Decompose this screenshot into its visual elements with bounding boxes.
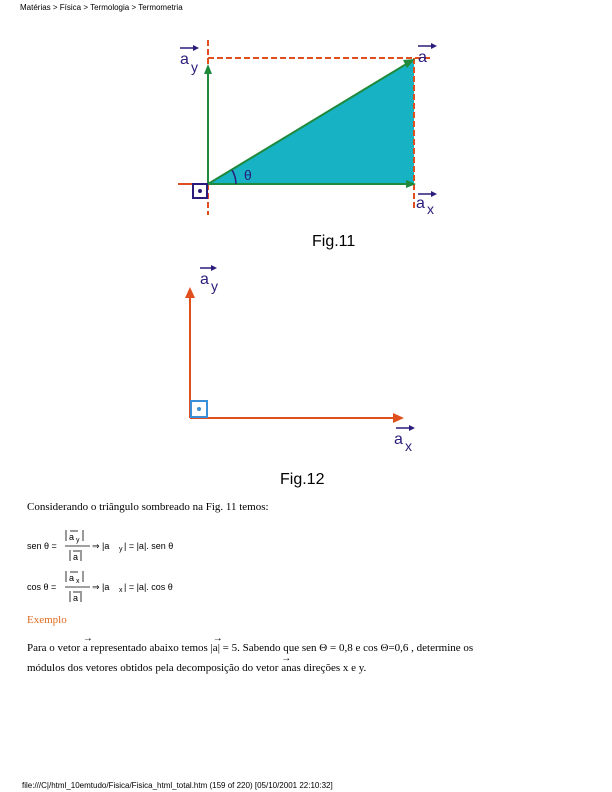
- equation-cos: [27, 571, 173, 603]
- fig12-right-angle-dot: [197, 407, 201, 411]
- vector-a-inline-2: [212, 633, 223, 656]
- eq1-rhs-sub: y: [119, 546, 123, 553]
- eq1-rhs: ⇒ |a: [92, 541, 110, 551]
- ay-label-arrowhead: [193, 45, 199, 51]
- ax-label-arrowhead: [431, 191, 437, 197]
- theta-symbol-2: Θ: [380, 642, 389, 654]
- a-label-arrowhead: [431, 43, 437, 49]
- eq2-num-sub: x: [76, 578, 80, 585]
- eq2-den: a: [73, 593, 79, 603]
- right-angle-dot: [198, 189, 202, 193]
- vector-arrow-glyph-3: →: [281, 653, 292, 664]
- eq1-rhs-end: | = |a|. sen θ: [124, 541, 174, 551]
- p1-part-b: representado abaixo temos |: [90, 642, 213, 654]
- ay-label-sub: y: [191, 59, 198, 75]
- footer-file-path: file:///C|/html_10emtudo/Fisica/Fisica_html_total.htm (159 of 220) [05/10/2001 22:10:32]: [22, 781, 333, 790]
- eq1-den: a: [73, 552, 79, 562]
- ay-label: a: [180, 51, 189, 68]
- p1-part-c: | = 5. Sabendo que sen: [217, 642, 317, 654]
- p1-part-e: =0,6: [388, 642, 409, 654]
- breadcrumb: Matérias > Física > Termologia > Termometria: [20, 3, 183, 12]
- fig12-ax-label-arrowhead: [409, 425, 415, 431]
- vector-a-inline-3: [281, 653, 292, 676]
- eq2-lhs: cos θ =: [27, 582, 57, 592]
- fig12-caption: Fig.12: [280, 471, 325, 488]
- eq1-num: a: [69, 532, 75, 542]
- fig12-ay-label-arrowhead: [211, 265, 217, 271]
- ax-label-sub: x: [427, 201, 434, 217]
- equation-sin: [27, 530, 173, 562]
- theta-symbol-1: Θ: [319, 642, 328, 654]
- eq2-num: a: [69, 573, 75, 583]
- eq2-rhs-end: | = |a|. cos θ: [124, 582, 173, 592]
- p2-part-b: nas direções x e y.: [286, 662, 367, 674]
- vector-a-letter: a: [82, 642, 88, 654]
- eq1-num-sub: y: [76, 537, 80, 544]
- p2-part-a: módulos dos vetores obtidos pela decomposição do vetor: [27, 662, 279, 674]
- vector-a-letter-2: a: [212, 642, 218, 654]
- fig12-vector-ax-arrowhead: [393, 413, 404, 423]
- vector-a-letter-3: a: [281, 662, 287, 674]
- p1-part-d: = 0,8 e cos: [329, 642, 378, 654]
- fig12-ay-label-sub: y: [211, 278, 218, 294]
- fig12-ax-label-sub: x: [405, 438, 412, 454]
- a-label: a: [418, 49, 427, 66]
- vector-ay-arrowhead: [204, 64, 212, 74]
- example-paragraph-line2: [27, 653, 367, 676]
- fig12-vector-ay-arrowhead: [185, 287, 195, 298]
- intro-text: Considerando o triângulo sombreado na Fig. 11 temos:: [27, 501, 269, 513]
- p1-part-f: , determine os: [411, 642, 474, 654]
- vector-a-inline: [82, 633, 93, 656]
- ax-label: a: [416, 195, 425, 212]
- exemplo-heading: Exemplo: [27, 614, 67, 626]
- fig12-ax-label: a: [394, 431, 403, 448]
- fig12-ay-label: a: [200, 271, 209, 288]
- vector-arrow-glyph-2: →: [212, 633, 223, 644]
- eq2-rhs: ⇒ |a: [92, 582, 110, 592]
- theta-label: θ: [244, 167, 252, 183]
- eq1-lhs: sen θ =: [27, 541, 57, 551]
- eq2-rhs-sub: x: [119, 587, 123, 594]
- p1-part-a: Para o vetor: [27, 642, 81, 654]
- example-paragraph-line1: [27, 633, 474, 656]
- vector-arrow-glyph: →: [82, 633, 93, 644]
- fig11-caption: Fig.11: [312, 233, 356, 250]
